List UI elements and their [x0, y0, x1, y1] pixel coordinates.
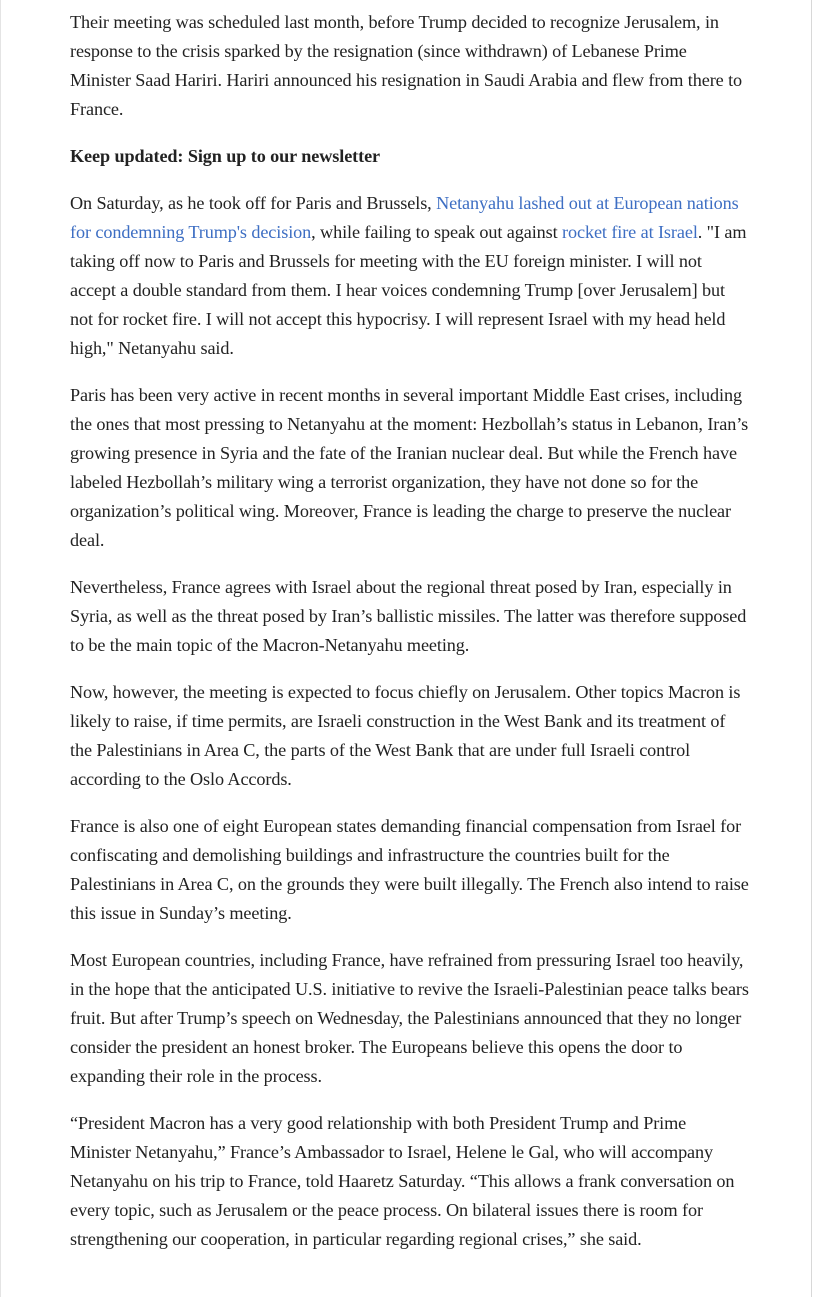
link-rocket-fire[interactable]: rocket fire at Israel — [562, 222, 698, 242]
paragraph-text: On Saturday, as he took off for Paris and Brussels, — [70, 193, 437, 213]
paragraph-netanyahu-takeoff — [70, 189, 750, 363]
paragraph-text: . "I am taking off now to Paris and Brussels for meeting with the EU foreign minister. I will not accept a double standard from them. I hear voices condemning Trump [over Jerusalem] but not for rocket fire. I will not accept this hypocrisy. I will represent Israel with my head held high," Netanyahu said. — [70, 222, 747, 358]
paragraph-ambassador-quote: “President Macron has a very good relationship with both President Trump and Prime Minister Netanyahu,” France’s Ambassador to Israel, Helene le Gal, who will accompany Netanyahu on his trip to France, told Haaretz Saturday. “This allows a frank conversation on every topic, such as Jerusalem or the peace process. On bilateral issues there is room for strengthening our cooperation, in particular regarding regional crises,” she said. — [70, 1113, 735, 1249]
paragraph-text: , while failing to speak out against — [311, 222, 563, 242]
article-body — [70, 8, 750, 1272]
paragraph-paris-active: Paris has been very active in recent months in several important Middle East crises, including the ones that most pressing to Netanyahu at the moment: Hezbollah’s status in Lebanon, Iran’s growing presence in Syria and the fate of the Iranian nuclear deal. But while the French have labeled Hezbollah’s military wing a terrorist organization, they have not done so for the organization’s political wing. Moreover, France is leading the charge to preserve the nuclear deal. — [70, 385, 749, 550]
paragraph-focus-jerusalem: Now, however, the meeting is expected to focus chiefly on Jerusalem. Other topics Macron is likely to raise, if time permits, are Israeli construction in the West Bank and its treatment of the Palestinians in Area C, the parts of the West Bank that are under full Israeli control according to the Oslo Accords. — [70, 682, 741, 789]
paragraph-france-agrees: Nevertheless, France agrees with Israel about the regional threat posed by Iran, especially in Syria, as well as the threat posed by Iran’s ballistic missiles. The latter was therefore supposed to be the main topic of the Macron-Netanyahu meeting. — [70, 577, 747, 655]
paragraph-meeting-scheduled: Their meeting was scheduled last month, before Trump decided to recognize Jerusalem, in response to the crisis sparked by the resignation (since withdrawn) of Lebanese Prime Minister Saad Hariri. Hariri announced his resignation in Saudi Arabia and flew from there to France. — [70, 12, 743, 119]
paragraph-compensation: France is also one of eight European states demanding financial compensation from Israel for confiscating and demolishing buildings and infrastructure the countries built for the Palestinians in Area C, on the grounds they were built illegally. The French also intend to raise this issue in Sunday’s meeting. — [70, 816, 749, 923]
newsletter-heading: Keep updated: Sign up to our newsletter — [70, 146, 381, 166]
link-netanyahu-lashed-out[interactable]: Netanyahu lashed out at European nations for condemning Trump's decision — [70, 193, 739, 242]
paragraph-european-countries: Most European countries, including France, have refrained from pressuring Israel too heavily, in the hope that the anticipated U.S. initiative to revive the Israeli-Palestinian peace talks bears fruit. But after Trump’s speech on Wednesday, the Palestinians announced that they no longer consider the president an honest broker. The Europeans believe this opens the door to expanding their role in the process. — [70, 950, 749, 1086]
